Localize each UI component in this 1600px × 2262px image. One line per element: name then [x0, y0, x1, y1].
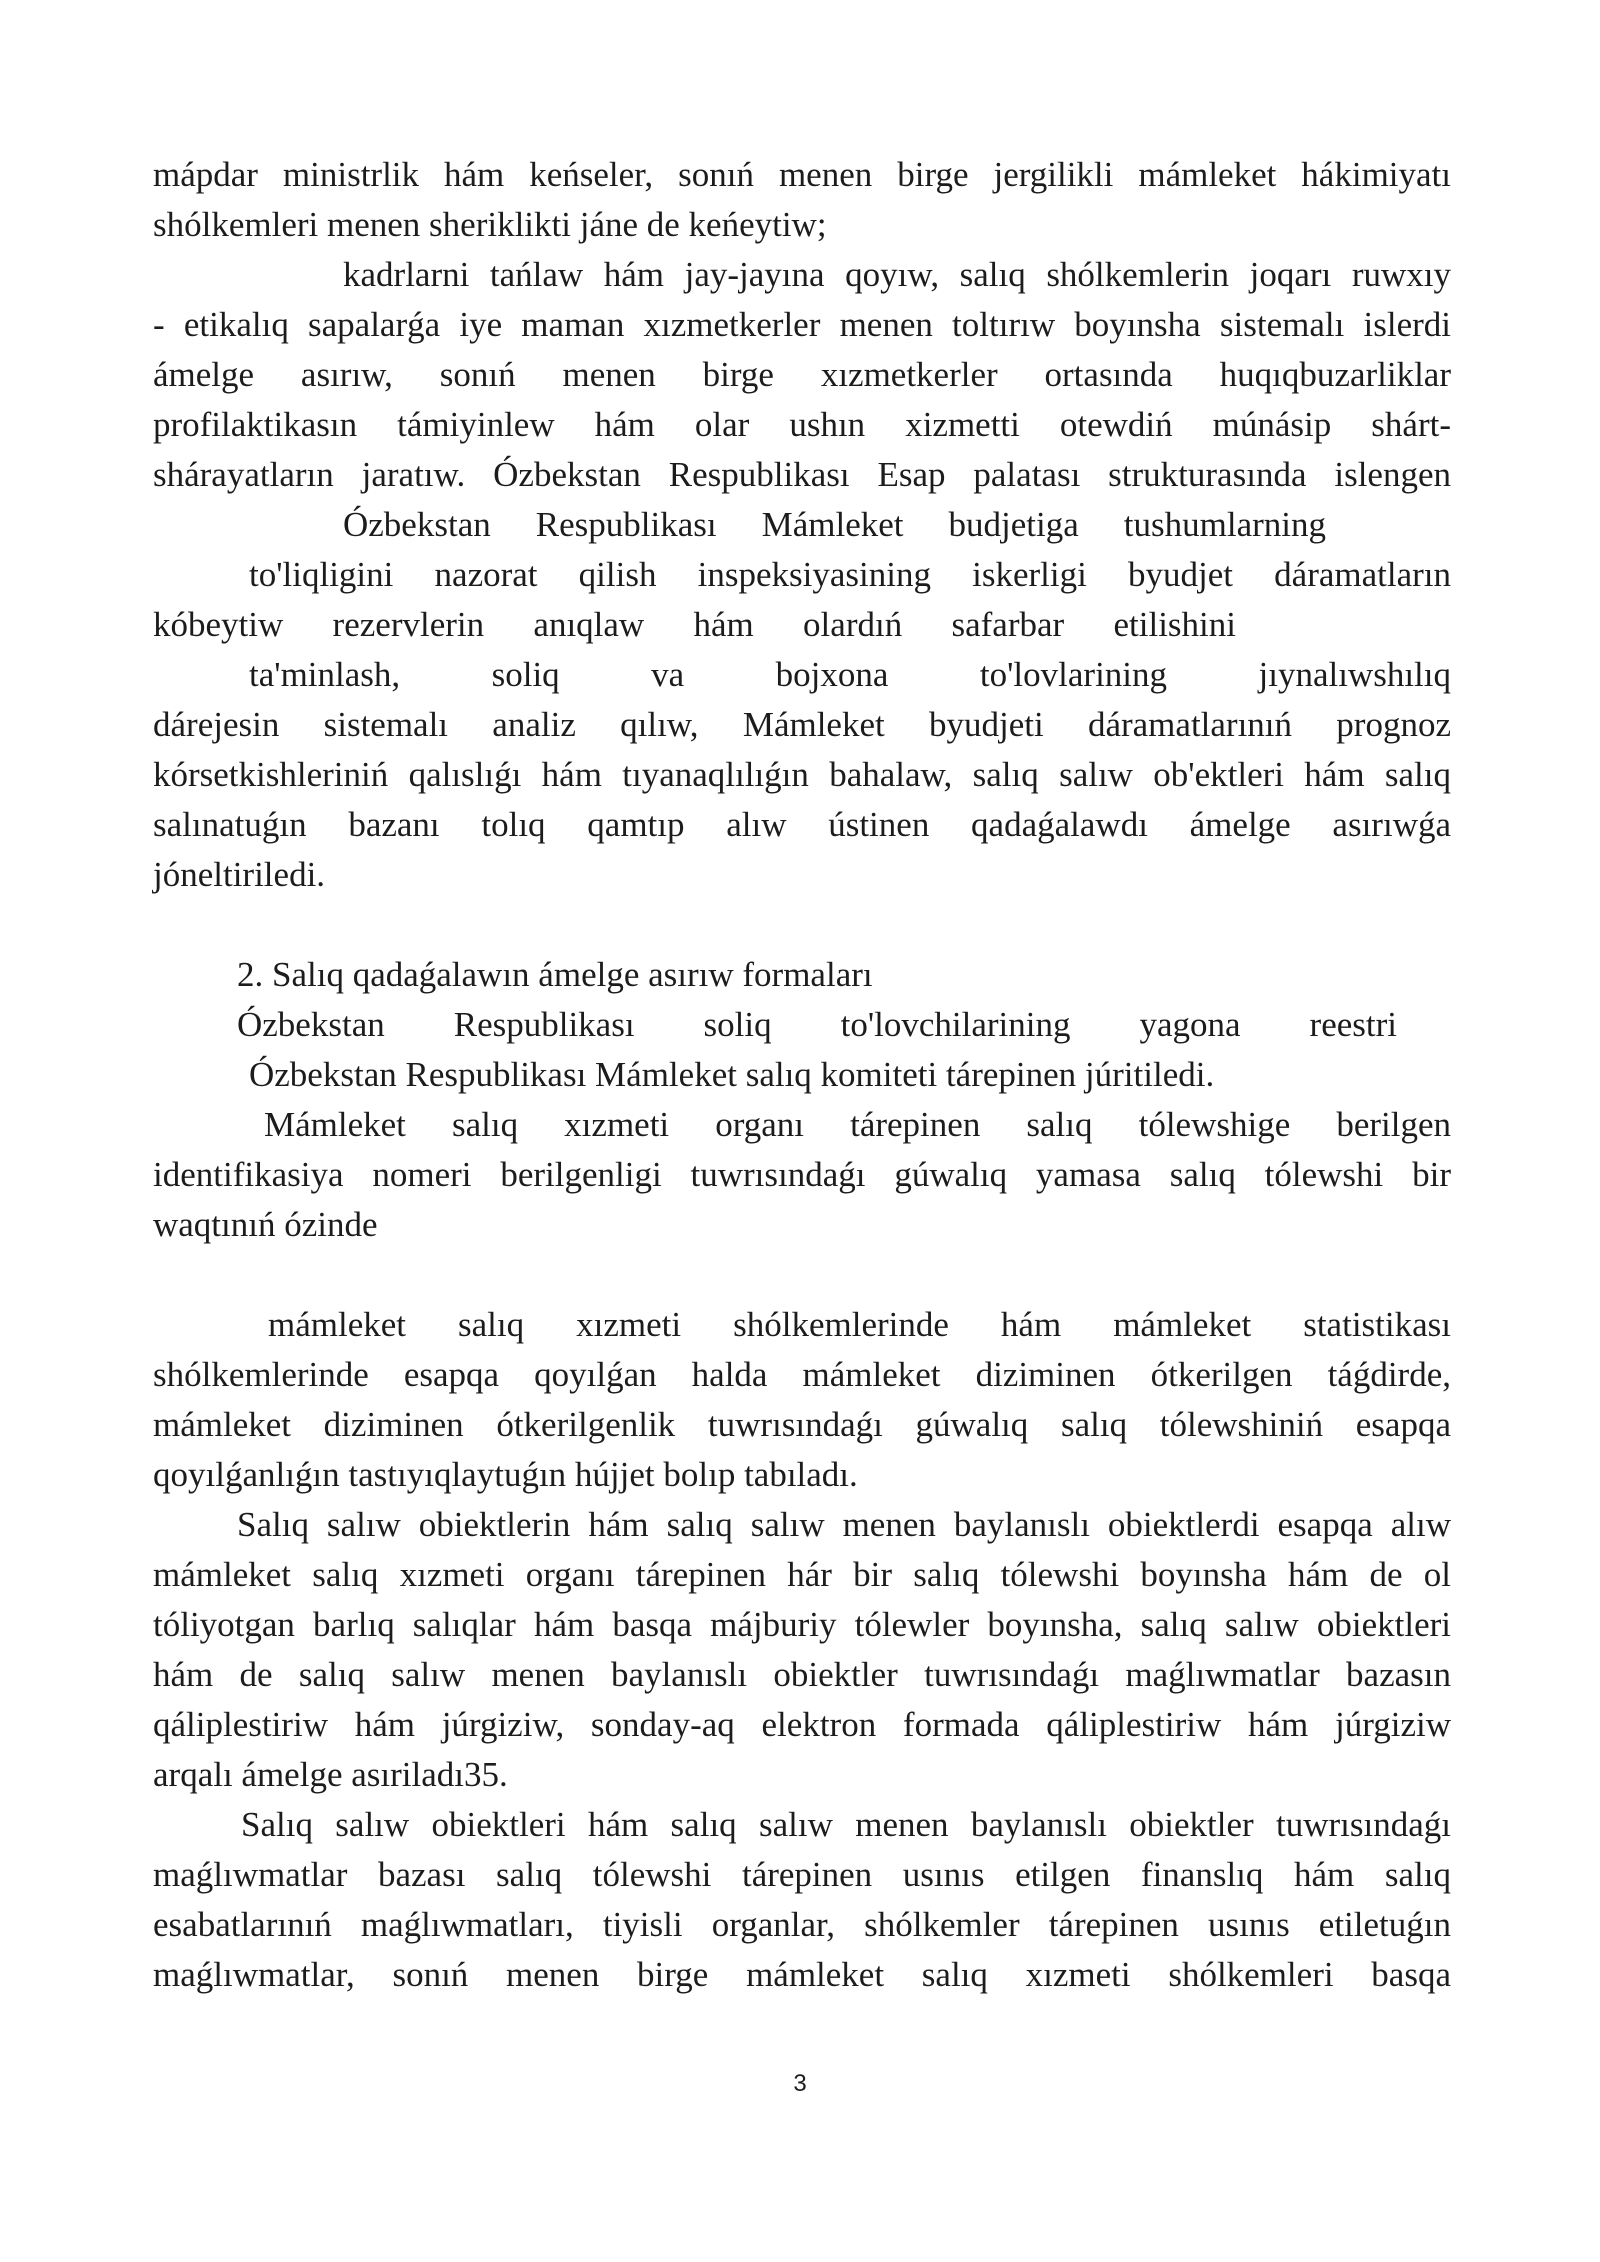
- text-line: shárayatların jaratıw. Ózbekstan Respublikası Esap palatası strukturasında islengen: [153, 455, 1451, 494]
- text-line: qoyılǵanlıǵın tastıyıqlaytuǵın hújjet bolıp tabıladı.: [153, 1455, 858, 1494]
- text-line: kóbeytiw rezervlerin anıqlaw hám olardıń safarbar etilishini: [153, 605, 1236, 644]
- text-line: maǵlıwmatlar bazası salıq tólewshi tárepinen usınıs etilgen finanslıq hám salıq: [153, 1855, 1451, 1894]
- text-line: mámleket salıq xızmeti organı tárepinen hár bir salıq tólewshi boyınsha hám de ol: [153, 1555, 1451, 1594]
- text-line: waqtınıń ózinde: [153, 1205, 378, 1244]
- text-line: qáliplestiriw hám júrgiziw, sonday-aq elektron formada qáliplestiriw hám júrgiziw: [153, 1705, 1451, 1744]
- text-line: shólkemlerinde esapqa qoyılǵan halda mámleket diziminen ótkerilgen táǵdirde,: [153, 1355, 1451, 1394]
- text-line: jóneltiriledi.: [153, 855, 326, 894]
- text-line: mápdar ministrlik hám keńseler, sonıń menen birge jergilikli mámleket hákimiyatı: [153, 155, 1451, 194]
- text-line: to'liqligini nazorat qilish inspeksiyasining iskerligi byudjet dáramatların: [249, 555, 1451, 594]
- text-line: profilaktikasın támiyinlew hám olar ushın xizmetti otewdiń múnásip shárt-: [153, 405, 1451, 444]
- text-line: Ózbekstan Respublikası soliq to'lovchilarining yagona reestri: [237, 1005, 1397, 1044]
- text-line: tóliyotgan barlıq salıqlar hám basqa májburiy tólewler boyınsha, salıq salıw obiektleri: [153, 1605, 1451, 1644]
- text-line: kadrlarni tańlaw hám jay-jayına qoyıw, salıq shólkemlerin joqarı ruwxıy: [343, 255, 1451, 294]
- text-line: dárejesin sistemalı analiz qılıw, Mámleket byudjeti dáramatlarınıń prognoz: [153, 705, 1451, 744]
- text-line: Salıq salıw obiektleri hám salıq salıw menen baylanıslı obiektler tuwrısındaǵı: [241, 1805, 1451, 1844]
- text-line: salınatuǵın bazanı tolıq qamtıp alıw ústinen qadaǵalawdı ámelge asırıwǵa: [153, 805, 1451, 844]
- text-line: shólkemleri menen sheriklikti jáne de keńeytiw;: [153, 205, 827, 244]
- text-line: hám de salıq salıw menen baylanıslı obiektler tuwrısındaǵı maǵlıwmatlar bazasın: [153, 1655, 1451, 1694]
- section-heading: 2. Salıq qadaǵalawın ámelge asırıw formaları: [237, 955, 873, 994]
- text-line: Ózbekstan Respublikası Mámleket budjetiga tushumlarning: [343, 505, 1326, 544]
- text-line: arqalı ámelge asıriladı35.: [153, 1755, 508, 1794]
- text-line: Ózbekstan Respublikası Mámleket salıq komiteti tárepinen júritiledi.: [249, 1055, 1215, 1094]
- page-number: 3: [793, 2070, 807, 2097]
- text-line: kórsetkishleriniń qalıslıǵı hám tıyanaqlılıǵın bahalaw, salıq salıw ob'ektleri hám salıq: [153, 755, 1451, 794]
- text-line: Salıq salıw obiektlerin hám salıq salıw menen baylanıslı obiektlerdi esapqa alıw: [237, 1505, 1451, 1544]
- text-line: mámleket salıq xızmeti shólkemlerinde hám mámleket statistikası: [268, 1305, 1451, 1344]
- text-line: mámleket diziminen ótkerilgenlik tuwrısındaǵı gúwalıq salıq tólewshiniń esapqa: [153, 1405, 1451, 1444]
- text-line: esabatlarınıń maǵlıwmatları, tiyisli organlar, shólkemler tárepinen usınıs etiletuǵın: [153, 1905, 1451, 1944]
- text-line: identifikasiya nomeri berilgenligi tuwrısındaǵı gúwalıq yamasa salıq tólewshi bir: [153, 1155, 1451, 1194]
- text-line: - etikalıq sapalarǵa iye maman xızmetkerler menen toltırıw boyınsha sistemalı islerdi: [153, 305, 1451, 344]
- text-line: Mámleket salıq xızmeti organı tárepinen salıq tólewshige berilgen: [264, 1105, 1451, 1144]
- text-line: ta'minlash, soliq va bojxona to'lovlarining jıynalıwshılıq: [249, 655, 1451, 694]
- text-line: maǵlıwmatlar, sonıń menen birge mámleket salıq xızmeti shólkemleri basqa: [153, 1955, 1451, 1994]
- text-line: ámelge asırıw, sonıń menen birge xızmetkerler ortasında huqıqbuzarliklar: [153, 355, 1451, 394]
